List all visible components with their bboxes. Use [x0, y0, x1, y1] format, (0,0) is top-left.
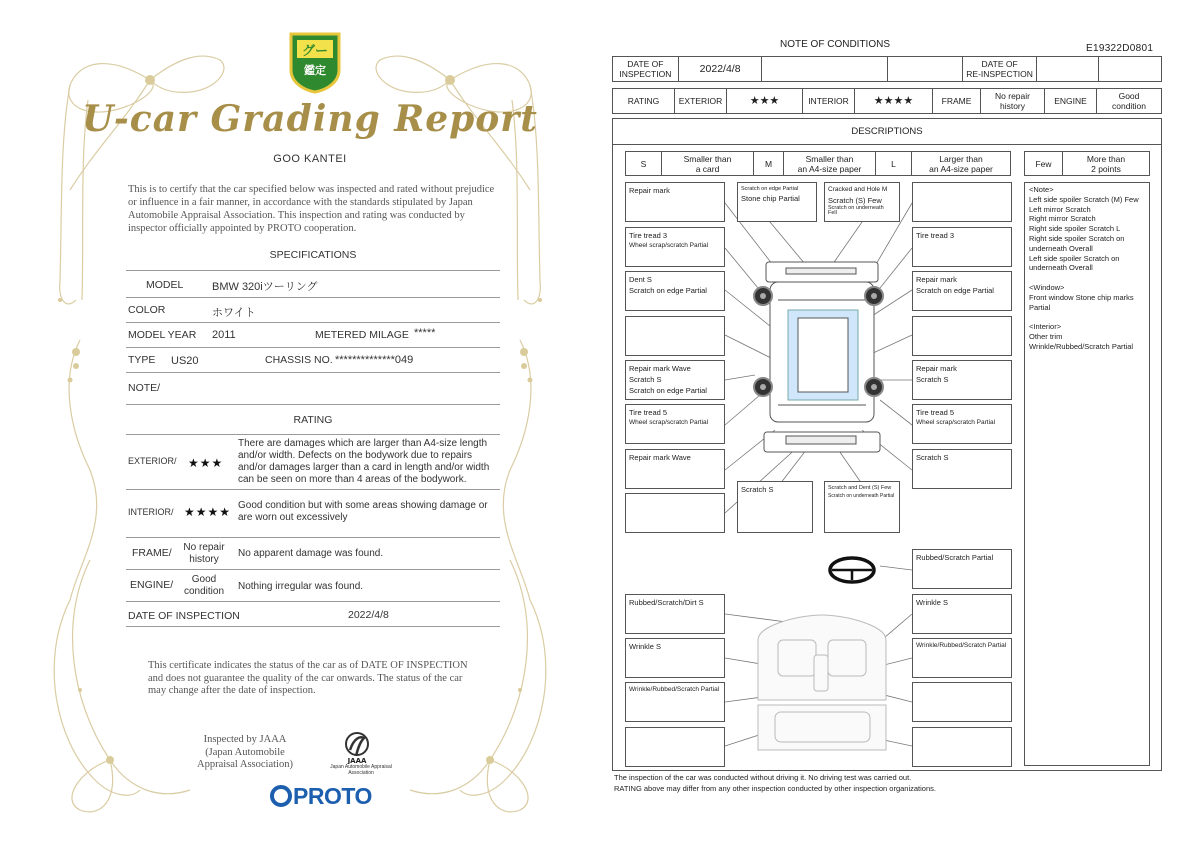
legend-line: 2 points: [1091, 163, 1121, 174]
divider: [126, 626, 500, 627]
legend-line: Larger than: [939, 153, 983, 164]
condition-text: Repair mark Wave: [629, 364, 691, 373]
disclaimer-line: RATING above may differ from any other inspection conducted by other inspection organizations.: [614, 784, 936, 793]
condition-text: Scratch (S) Few: [828, 196, 882, 205]
condition-box-fender-left: [625, 271, 725, 311]
proto-logo: [270, 783, 372, 810]
rating-heading: RATING: [293, 414, 333, 426]
frame-rating-line: history: [189, 553, 219, 565]
condition-box-rear-seat-right: [912, 727, 1012, 767]
few-legend: [1024, 151, 1150, 176]
label-line: DATE OF: [627, 59, 664, 69]
condition-text: Scratch on underneath Partial: [828, 493, 895, 499]
proto-q-icon: [270, 785, 292, 807]
type-value: US20: [171, 355, 199, 367]
condition-text: Scratch on edge Partial: [916, 286, 994, 295]
engine-label: ENGINE: [1045, 89, 1097, 113]
condition-text: Scratch S: [629, 375, 662, 384]
condition-text: Cracked and Hole M: [828, 186, 888, 193]
condition-text: Wheel scrap/scratch Partial: [629, 242, 709, 249]
size-s-desc: [662, 152, 754, 175]
divider: [126, 434, 500, 435]
frame-value: [981, 89, 1045, 113]
note-of-conditions: [600, 0, 1200, 848]
metered-milage-value: *****: [414, 327, 436, 339]
rating-label: RATING: [613, 89, 675, 113]
jaaa-full-name: Japan Automobile Appraisal Association: [330, 764, 392, 776]
descriptions-heading: DESCRIPTIONS: [612, 118, 1162, 145]
chassis-label: CHASSIS NO.: [265, 354, 333, 366]
few-label: Few: [1025, 152, 1063, 175]
model-year-value: 2011: [212, 329, 236, 341]
condition-box-rear-center-right: [824, 481, 900, 533]
condition-box-tire-front-left: [625, 227, 725, 267]
svg-text:鑑定: 鑑定: [304, 64, 326, 77]
disclaimer-line: The inspection of the car was conducted without driving it. No driving test was carried out.: [614, 773, 912, 782]
model-value: BMW 320iツーリング: [212, 281, 318, 293]
condition-text: Wrinkle S: [629, 642, 661, 651]
condition-text: Scratch on edge Partial: [741, 186, 799, 192]
condition-text: Repair mark: [916, 275, 957, 284]
interior-label: INTERIOR: [803, 89, 855, 113]
interior-description: Good condition but with some areas showing damage or are worn out excessively: [238, 500, 488, 523]
condition-text: Repair mark: [916, 364, 957, 373]
color-value: ホワイト: [212, 307, 256, 319]
specifications-heading: SPECIFICATIONS: [269, 249, 357, 261]
condition-box-tire-rear-right: [912, 404, 1012, 444]
condition-box-front-center-left: [737, 182, 817, 222]
condition-text: Dent S: [629, 275, 652, 284]
condition-text: Scratch S: [916, 375, 949, 384]
inspected-by-line: Appraisal Association): [197, 759, 293, 770]
empty-cell: [1037, 57, 1099, 81]
size-m: M: [754, 152, 784, 175]
condition-box-rear-door-right: [912, 360, 1012, 400]
condition-text: Scratch S: [741, 485, 774, 494]
legend-line: an A4-size paper: [797, 163, 862, 174]
value-line: Good: [1118, 91, 1140, 101]
legend-line: Smaller than: [683, 153, 732, 164]
inspected-by-line: Inspected by JAAA: [203, 734, 287, 745]
report-subtitle: GOO KANTEI: [273, 153, 347, 165]
condition-box-front-center-right: [824, 182, 900, 222]
size-m-desc: [784, 152, 876, 175]
date-of-reinspection-label: [962, 57, 1038, 81]
engine-value: [1097, 89, 1161, 113]
few-desc: [1063, 152, 1149, 175]
type-label: TYPE: [128, 354, 156, 366]
size-l: L: [876, 152, 912, 175]
condition-box-front-door-right: [912, 316, 1012, 356]
exterior-label: EXTERIOR: [675, 89, 727, 113]
condition-box-tire-front-right: [912, 227, 1012, 267]
legend-line: an A4-size paper: [929, 163, 993, 174]
condition-box-rear-seat-left: [625, 727, 725, 767]
empty-cell: [1099, 57, 1161, 81]
jaaa-logo-icon: [340, 728, 374, 764]
date-row: [612, 56, 1162, 82]
interior-label: INTERIOR/: [128, 507, 174, 517]
divider: [126, 270, 500, 271]
interior-stars: ★★★★: [184, 505, 232, 519]
engine-label: ENGINE/: [130, 579, 174, 591]
model-year-label: MODEL YEAR: [128, 329, 197, 341]
report-title: U-car Grading Report: [82, 98, 538, 140]
inspected-by-line: (Japan Automobile: [205, 746, 285, 758]
engine-rating: [178, 574, 230, 597]
color-label: COLOR: [128, 304, 166, 316]
date-of-inspection-value: 2022/4/8: [679, 57, 763, 81]
date-of-inspection-label: [613, 57, 679, 81]
condition-text: Fell: [828, 210, 837, 216]
engine-rating-line: Good: [191, 574, 217, 585]
engine-rating-line: condition: [183, 585, 225, 597]
condition-box-rear-left: [625, 493, 725, 533]
condition-box-quarter-right: [912, 449, 1012, 489]
rating-row: [612, 88, 1162, 114]
condition-text: Scratch on underneath: [828, 205, 884, 211]
jaaa-logo-text: JAAA: [347, 757, 367, 764]
date-of-inspection-label: DATE OF INSPECTION: [128, 610, 240, 622]
inspected-by: [190, 734, 300, 772]
condition-text: Wheel scrap/scratch Partial: [629, 419, 709, 426]
condition-text: Stone chip Partial: [741, 194, 800, 203]
frame-label: FRAME/: [132, 547, 172, 559]
condition-text: Scratch on edge Partial: [629, 286, 707, 295]
legend-line: More than: [1086, 153, 1126, 164]
condition-text: Scratch and Dent (S) Few: [828, 485, 892, 491]
divider: [126, 601, 500, 602]
size-l-desc: [912, 152, 1010, 175]
divider: [126, 537, 500, 538]
condition-text: Scratch on edge Partial: [629, 386, 707, 395]
condition-text: Wheel scrap/scratch Partial: [916, 419, 996, 426]
condition-box-console: [912, 638, 1012, 678]
empty-cell: [888, 57, 962, 81]
divider: [126, 297, 500, 298]
condition-notes: <Note> Left side spoiler Scratch (M) Few Left mirror Scratch Right mirror Scratch Right side spoiler Scratch L Right side spoiler Scratch on underneath Overall Left side spoiler Scratch on underneath Overall <Window> Front window Stone chip marks Partial <Interior> Other trim Wrinkle/Rubbed/Scratch Partial: [1024, 182, 1150, 766]
exterior-description: There are damages which are larger than A4-size length and/or width. Defects on the bodywork due to repairs and/or damages larger than a card in length and/or width can be seen on more than 4 areas of the bodywork.: [238, 438, 490, 485]
empty-cell: [762, 57, 888, 81]
disclaimer: [614, 772, 936, 794]
certification-statement: This is to certify that the car specified below was inspected and rated without prejudice or influence in a fair manner, in accordance with the standards stipulated by Japan Automobile Appraisal Association. This inspection and rating was conducted by inspector officially appointed by PROTO cooperation.: [128, 184, 495, 234]
frame-rating-line: No repair: [183, 542, 225, 553]
condition-text: Repair mark Wave: [629, 453, 691, 462]
note-title: NOTE OF CONDITIONS: [780, 39, 890, 50]
divider: [126, 347, 500, 348]
frame-label: FRAME: [933, 89, 981, 113]
condition-text: Tire tread 5: [916, 408, 955, 417]
condition-box-front-left: [625, 182, 725, 222]
date-of-inspection-value: 2022/4/8: [348, 609, 389, 621]
note-label: NOTE/: [128, 382, 161, 394]
condition-box-rear-door-left: [625, 360, 725, 400]
svg-text:グー: グー: [301, 44, 329, 59]
exterior-label: EXTERIOR/: [128, 456, 177, 466]
metered-milage-label: METERED MILAGE: [315, 329, 409, 341]
frame-rating: [178, 542, 230, 565]
condition-text: Tire tread 5: [629, 408, 668, 417]
divider: [126, 322, 500, 323]
condition-text: Wrinkle/Rubbed/Scratch Partial: [916, 642, 1007, 649]
condition-box-tire-rear-left: [625, 404, 725, 444]
exterior-stars: ★★★: [188, 456, 224, 470]
value-line: condition: [1111, 101, 1147, 111]
interior-value: ★★★★: [855, 89, 933, 113]
condition-text: Wrinkle S: [916, 598, 948, 607]
condition-text: Repair mark: [629, 186, 670, 195]
legend-line: a card: [695, 163, 720, 174]
chassis-value: **************049: [335, 354, 414, 366]
condition-text: Tire tread 3: [916, 231, 955, 240]
divider: [126, 569, 500, 570]
exterior-value: ★★★: [727, 89, 803, 113]
legend-line: Smaller than: [805, 153, 854, 164]
condition-box-front-door-left: [625, 316, 725, 356]
condition-box-fender-right: [912, 271, 1012, 311]
condition-box-dashboard: [625, 594, 725, 634]
label-line: RE-INSPECTION: [966, 69, 1033, 79]
certificate-footer-note: This certificate indicates the status of the car as of DATE OF INSPECTION and does not guarantee the quality of the car onwards. The status of the car may change after the date of inspection.: [148, 660, 468, 696]
engine-description: Nothing irregular was found.: [238, 581, 364, 592]
condition-box-left-trim: [625, 682, 725, 722]
condition-box-front-right: [912, 182, 1012, 222]
divider: [126, 489, 500, 490]
condition-box-front-right-seat: [912, 594, 1012, 634]
condition-text: Tire tread 3: [629, 231, 668, 240]
condition-text: Rubbed/Scratch Partial: [916, 553, 994, 562]
size-s: S: [626, 152, 662, 175]
condition-box-quarter-left: [625, 449, 725, 489]
frame-description: No apparent damage was found.: [238, 548, 384, 559]
label-line: INSPECTION: [619, 69, 672, 79]
model-label: MODEL: [146, 279, 184, 291]
document-code: E19322D0801: [1086, 43, 1154, 54]
condition-box-steering: [912, 549, 1012, 589]
divider: [126, 372, 500, 373]
condition-box-front-left-seat: [625, 638, 725, 678]
condition-box-rear-right: [912, 682, 1012, 722]
goo-kantei-badge: [285, 30, 345, 94]
condition-box-rear-center-left: [737, 481, 813, 533]
value-line: No repair: [995, 91, 1030, 101]
condition-text: Scratch S: [916, 453, 949, 462]
size-legend: [625, 151, 1011, 176]
divider: [126, 404, 500, 405]
condition-text: Rubbed/Scratch/Dirt S: [629, 598, 704, 607]
value-line: history: [999, 101, 1026, 111]
label-line: DATE OF: [981, 59, 1018, 69]
condition-text: Wrinkle/Rubbed/Scratch Partial: [629, 686, 720, 693]
proto-logo-text: PROTO: [293, 783, 372, 809]
